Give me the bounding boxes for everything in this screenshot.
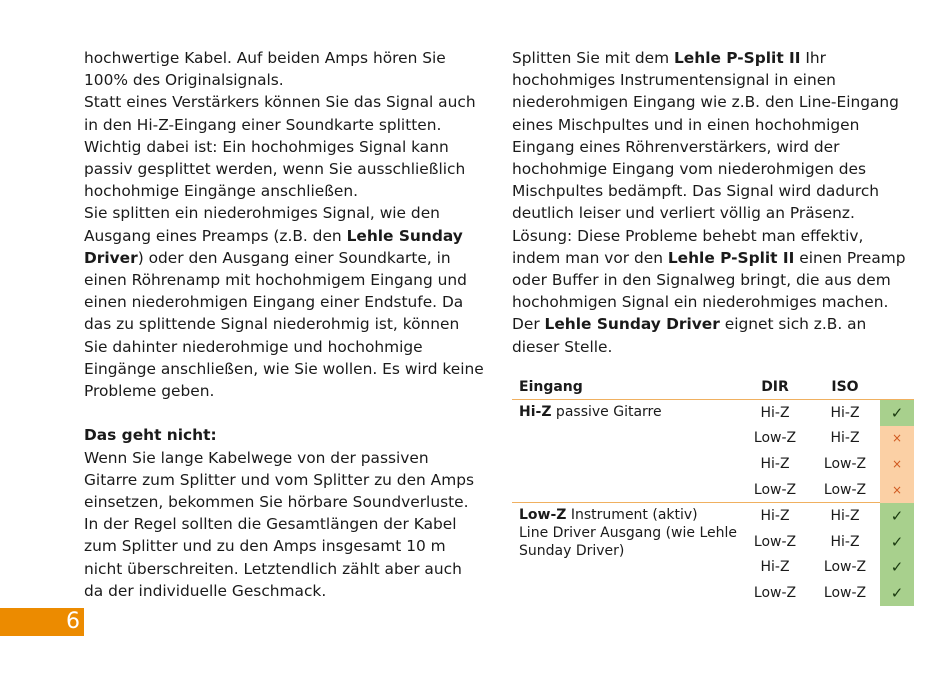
cell-dir: Hi-Z	[740, 503, 810, 529]
cell-iso: Hi-Z	[810, 503, 880, 529]
cell-dir: Low-Z	[753, 430, 797, 447]
spacer	[84, 402, 484, 424]
right-text-column	[512, 47, 912, 358]
cell-iso: Hi-Z	[830, 430, 860, 447]
label-bold: Hi-Z	[519, 404, 552, 420]
cell-iso: Low-Z	[823, 481, 867, 498]
left-text-column	[84, 47, 484, 602]
paragraph: hochwertige Kabel. Auf beiden Amps hören Sie 100% des Originalsignals.	[84, 49, 446, 90]
section-heading	[84, 424, 484, 446]
text: einen Preamp oder Buffer in den Signalweg bringt, die aus dem hochohmigen Signal ein niederohmiges machen.	[512, 248, 906, 312]
cross-icon: ×	[880, 426, 914, 452]
product-name: Lehle P-Split II	[674, 49, 801, 67]
cross-icon: ×	[880, 451, 914, 477]
header-status	[880, 374, 914, 400]
paragraph	[512, 225, 912, 314]
label-text: Instrument (aktiv)	[566, 507, 698, 524]
table-header-row	[512, 374, 914, 400]
text: ) oder den Ausgang einer Soundkarte, in einen Röhrenamp mit hochohmigem Eingang und einen niederohmigen Eingang einer Endstufe. Da das zu splittende Signal niederohmig ist, können Sie dahinter niederohmige und hochohmige Eingänge anschließen, wie Sie wollen. Es wird keine Probleme geben.	[84, 248, 484, 401]
check-icon: ✓	[880, 400, 914, 426]
check-icon: ✓	[880, 555, 914, 581]
header-dir: DIR	[740, 374, 810, 400]
cell-dir: Hi-Z	[760, 455, 790, 472]
table-row	[512, 503, 914, 529]
label-text: Line Driver Ausgang (wie Lehle Sunday Driver)	[519, 525, 737, 560]
text: Splitten Sie mit dem	[512, 49, 674, 67]
cell-dir: Low-Z	[753, 481, 797, 498]
product-name: Lehle P-Split II	[667, 248, 795, 267]
group-label-hiz	[512, 400, 740, 503]
heading-text: Das geht nicht:	[84, 426, 217, 445]
paragraph	[512, 47, 912, 225]
cell-iso: Low-Z	[823, 584, 867, 601]
label-text: passive Gitarre	[551, 404, 662, 420]
cross-icon: ×	[880, 477, 914, 503]
text: eignet sich z.B. an dieser Stelle.	[512, 315, 867, 356]
cell-dir: Hi-Z	[760, 404, 790, 421]
paragraph: Statt eines Verstärkers können Sie das Signal auch in den Hi-Z-Eingang einer Soundkarte splitten.	[84, 93, 476, 134]
paragraph: In der Regel sollten die Gesamtlängen der Kabel zum Splitter und zu den Amps insgesamt 10 m nicht überschreiten. Letztendlich zählt aber auch da der individuelle Geschmack.	[84, 515, 462, 600]
check-icon: ✓	[880, 580, 914, 606]
cell-dir: Hi-Z	[760, 559, 790, 576]
check-icon: ✓	[880, 529, 914, 555]
paragraph	[512, 313, 912, 357]
page-number-tab	[0, 608, 84, 636]
paragraph: Wichtig dabei ist: Ein hochohmiges Signal kann passiv gesplittet werden, wenn Sie ausschließlich hochohmige Eingänge anschließen.	[84, 137, 466, 201]
paragraph: Wenn Sie lange Kabelwege von der passiven Gitarre zum Splitter und vom Splitter zu den Amps einsetzen, bekommen Sie hörbare Soundverluste.	[84, 448, 474, 512]
group-label-lowz	[512, 503, 740, 606]
product-name: Lehle Sunday Driver	[84, 226, 463, 267]
cell-iso: Hi-Z	[830, 404, 860, 421]
input-compatibility-table	[512, 374, 914, 606]
text: Der	[512, 315, 545, 334]
text: Lösung: Diese Probleme behebt man effektiv, indem man vor den	[512, 226, 864, 267]
header-eingang: Eingang	[512, 374, 740, 400]
cell-dir: Low-Z	[753, 584, 797, 601]
cell-iso: Low-Z	[823, 455, 867, 472]
cell-iso: Low-Z	[823, 559, 867, 576]
label-bold: Low-Z	[519, 507, 567, 524]
paragraph	[84, 202, 484, 402]
page-number: 6	[66, 609, 80, 634]
cell-dir: Low-Z	[753, 533, 797, 550]
text: Sie splitten ein niederohmiges Signal, wie den Ausgang eines Preamps (z.B. den	[84, 204, 440, 245]
table-row	[512, 400, 914, 426]
check-icon: ✓	[880, 503, 914, 529]
cell-iso: Hi-Z	[830, 533, 860, 550]
text: Ihr hochohmiges Instrumentensignal in einen niederohmigen Eingang wie z.B. den Line-Eingang eines Mischpultes und in einen hochohmigen Eingang eines Röhrenverstärkers, wird der hochohmige Eingang vom niederohmigen des Mischpultes bedämpft. Das Signal wird dadurch deutlich leiser und verliert völlig an Präsenz.	[512, 49, 899, 223]
header-iso: ISO	[810, 374, 880, 400]
product-name: Lehle Sunday Driver	[544, 315, 720, 334]
